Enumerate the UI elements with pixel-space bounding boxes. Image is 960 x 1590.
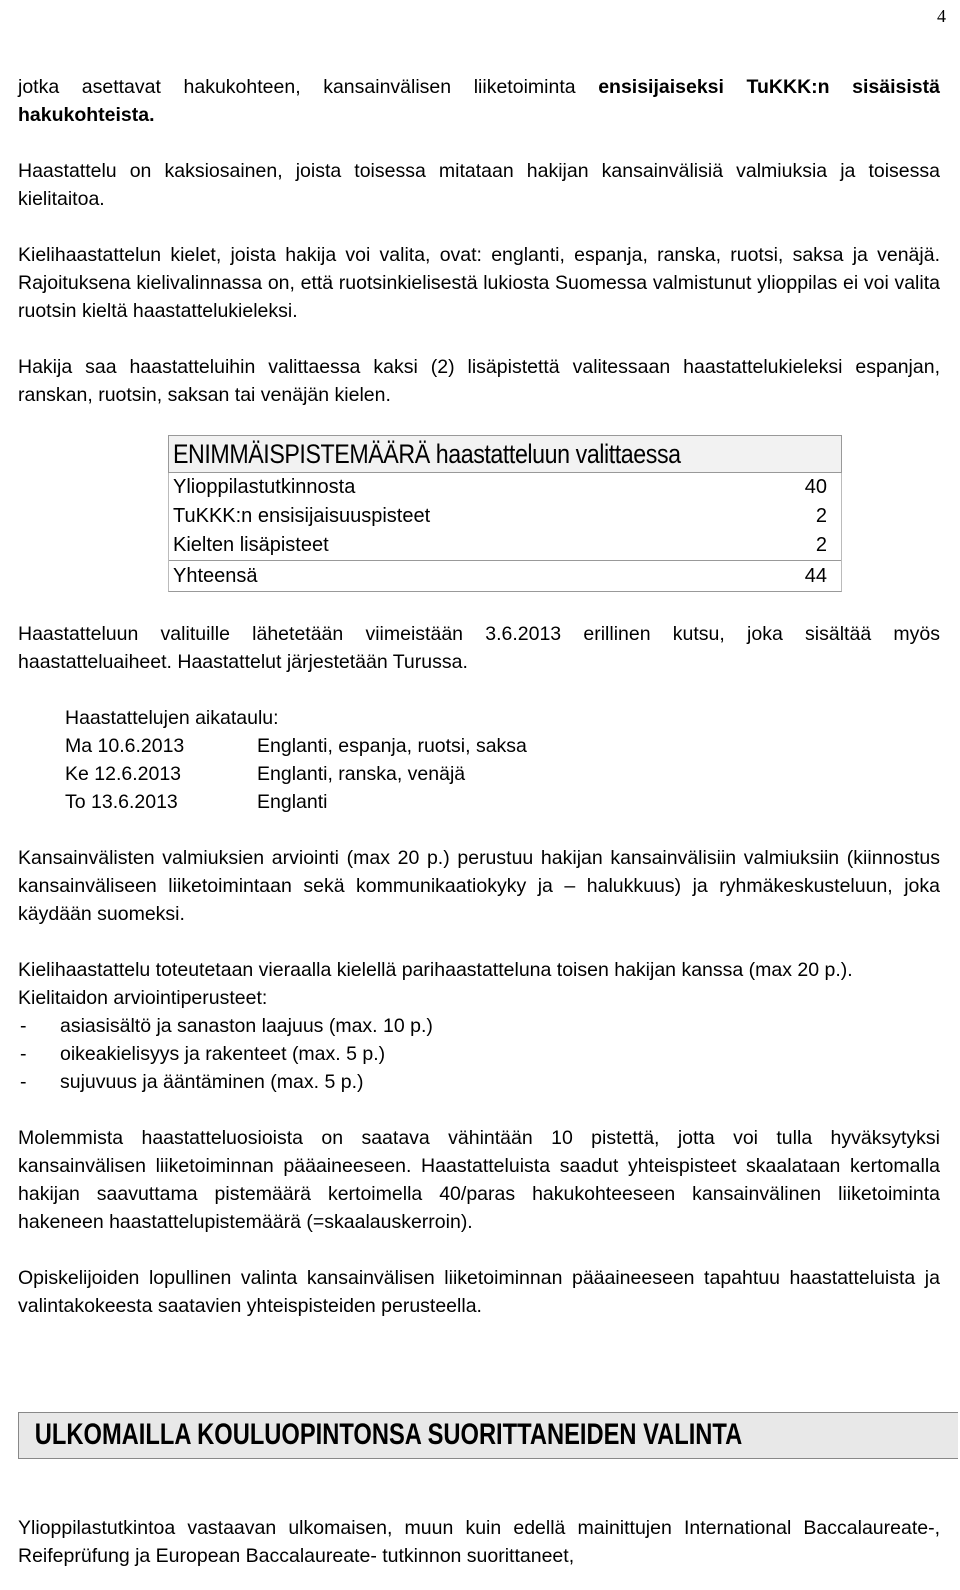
row-label: Kielten lisäpisteet	[173, 534, 329, 556]
section-heading-text: ULKOMAILLA KOULUOPINTONSA SUORITTANEIDEN VALINTA	[34, 1418, 743, 1451]
criteria-title: Kielitaidon arviointiperusteet:	[18, 987, 268, 1009]
row-value: 2	[815, 505, 827, 527]
list-item	[18, 1012, 940, 1040]
total-value: 44	[804, 565, 827, 587]
paragraph-5: Haastatteluun valituille lähetetään viimeistään 3.6.2013 erillinen kutsu, joka sisältää myös haastatteluaiheet. Haastattelut järjestetään Turussa.	[18, 623, 940, 673]
schedule-row	[65, 760, 940, 788]
schedule-title: Haastattelujen aikataulu:	[65, 707, 279, 729]
table-row	[169, 502, 841, 531]
dash-bullet: -	[20, 1015, 27, 1037]
schedule-row	[65, 732, 940, 760]
schedule-languages: Englanti, ranska, venäjä	[257, 763, 466, 785]
row-label: Ylioppilastutkinnosta	[173, 476, 356, 498]
paragraph-4: Hakija saa haastatteluihin valittaessa kaksi (2) lisäpistettä valitessaan haastattelukieleksi espanjan, ranskan, ruotsin, saksan tai venäjän kielen.	[18, 356, 940, 406]
paragraph-3: Kielihaastattelun kielet, joista hakija voi valita, ovat: englanti, espanja, ranska, ruotsi, saksa ja venäjä. Rajoituksena kielivalinnassa on, että ruotsinkielisestä lukiosta Suomessa valmistunut ylioppilas ei voi valita ruotsin kieltä haastattelukieleksi.	[18, 244, 940, 322]
schedule-date: To 13.6.2013	[65, 791, 178, 813]
paragraph-9: Opiskelijoiden lopullinen valinta kansainvälisen liiketoiminnan pääaineeseen tapahtuu haastatteluista ja valintakokeesta saatavien yhteispisteiden perusteella.	[18, 1267, 940, 1317]
language-criteria	[18, 984, 940, 1096]
document-body	[18, 73, 940, 1320]
dash-bullet: -	[20, 1071, 27, 1093]
schedule-date: Ma 10.6.2013	[65, 735, 185, 757]
page-number: 4	[937, 6, 946, 26]
schedule-date: Ke 12.6.2013	[65, 763, 182, 785]
row-label: TuKKK:n ensisijaisuuspisteet	[173, 505, 431, 527]
schedule-row	[65, 788, 940, 816]
list-item	[18, 1068, 940, 1096]
max-points-table-rows	[168, 473, 842, 592]
paragraph-2: Haastattelu on kaksiosainen, joista toisessa mitataan hakijan kansainvälisiä valmiuksia ja toisessa kielitaitoa.	[18, 160, 940, 210]
paragraph-1	[18, 73, 940, 129]
document-body-continued	[18, 1514, 940, 1570]
paragraph-7: Kielihaastattelu toteutetaan vieraalla kielellä parihaastatteluna toisen hakijan kanssa (max 20 p.).	[18, 959, 853, 981]
paragraph-1-text: jotka asettavat hakukohteen, kansainvälisen liiketoiminta	[18, 76, 599, 98]
table-row	[169, 473, 841, 502]
section-heading	[18, 1412, 958, 1459]
list-item-text: asiasisältö ja sanaston laajuus (max. 10 p.)	[60, 1015, 433, 1037]
total-label: Yhteensä	[173, 565, 258, 587]
interview-schedule	[65, 704, 940, 816]
list-item-text: oikeakielisyys ja rakenteet (max. 5 p.)	[60, 1043, 386, 1065]
row-value: 2	[815, 534, 827, 556]
schedule-languages: Englanti, espanja, ruotsi, saksa	[257, 735, 527, 757]
list-item-text: sujuvuus ja ääntäminen (max. 5 p.)	[60, 1071, 364, 1093]
schedule-languages: Englanti	[257, 791, 328, 813]
table-total-row	[169, 560, 841, 591]
list-item	[18, 1040, 940, 1068]
paragraph-1-bold-text: ensisijaiseksi TuKKK:n sisäisistä hakukohteista.	[18, 76, 940, 126]
paragraph-6: Kansainvälisten valmiuksien arviointi (max 20 p.) perustuu hakijan kansainvälisiin valmiuksiin (kiinnostus kansainväliseen liiketoimintaan sekä kommunikaatiokyky ja – halukkuus) ja ryhmäkeskusteluun, joka käydään suomeksi.	[18, 847, 940, 925]
table-row	[169, 531, 841, 560]
dash-bullet: -	[20, 1043, 27, 1065]
paragraph-10: Ylioppilastutkintoa vastaavan ulkomaisen, muun kuin edellä mainittujen International Baccalaureate-, Reifeprüfung ja European Baccalaureate- tutkinnon suorittaneet,	[18, 1517, 940, 1567]
max-points-table-title: ENIMMÄISPISTEMÄÄRÄ haastatteluun valittaessa	[168, 435, 842, 473]
paragraph-8: Molemmista haastatteluosioista on saatava vähintään 10 pistettä, jotta voi tulla hyväksytyksi kansainvälisen liiketoiminnan pääaineeseen. Haastatteluista saadut yhteispisteet skaalataan kertomalla hakijan saavuttama pistemäärä kertoimella 40/paras hakukohteeseen kansainvälinen liiketoiminta hakeneen haastattelupistemäärä (=skaalauskerroin).	[18, 1127, 940, 1233]
max-points-table	[168, 435, 842, 592]
row-value: 40	[804, 476, 827, 498]
